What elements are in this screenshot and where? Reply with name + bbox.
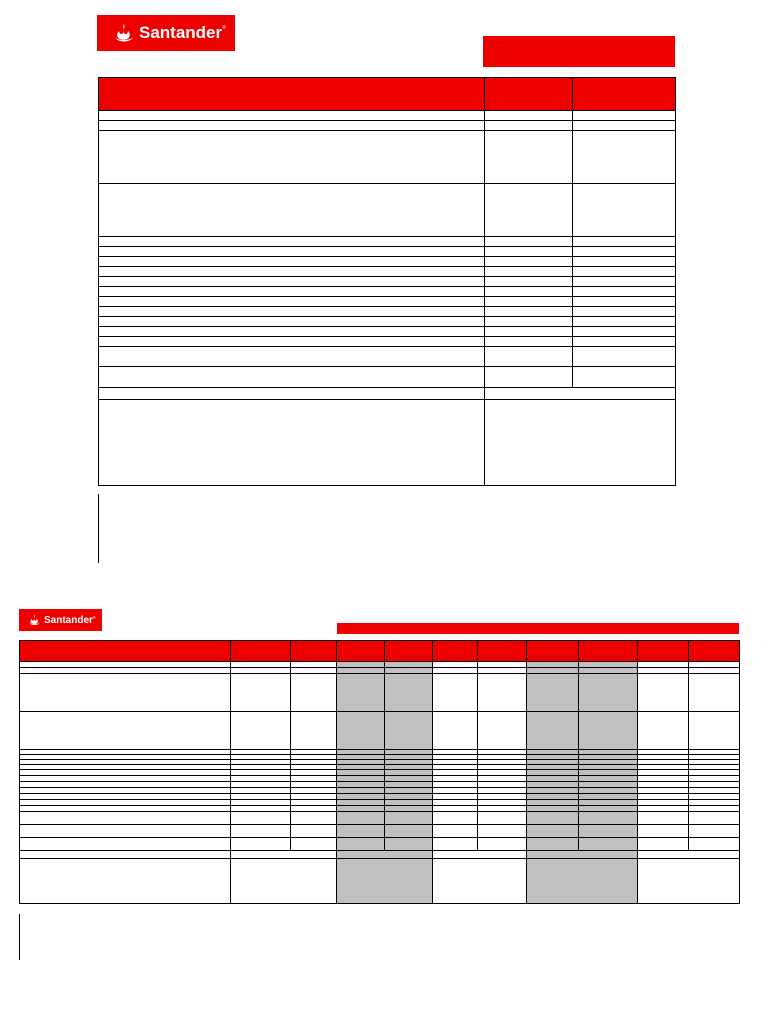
header-cell xyxy=(478,641,527,662)
table-header-row xyxy=(20,641,740,662)
header-cell xyxy=(337,641,385,662)
page2-left-rule xyxy=(19,914,20,960)
table-row xyxy=(20,712,740,750)
table-row xyxy=(99,367,676,388)
header-cell xyxy=(99,78,485,111)
header-cell xyxy=(579,641,638,662)
table-row xyxy=(99,388,676,400)
table-row xyxy=(99,121,676,131)
table-header-row xyxy=(99,78,676,111)
title-bar xyxy=(483,36,675,67)
table-row xyxy=(99,247,676,257)
table-row xyxy=(20,825,740,838)
table-row xyxy=(99,277,676,287)
table-row xyxy=(20,838,740,851)
header-cell xyxy=(527,641,579,662)
title-bar-wide xyxy=(337,623,739,634)
fee-table xyxy=(98,77,676,486)
santander-logo xyxy=(97,15,235,51)
header-cell xyxy=(433,641,478,662)
header-cell xyxy=(231,641,291,662)
brand-wordmark-small: Santander xyxy=(44,614,93,626)
table-row xyxy=(99,297,676,307)
table-row xyxy=(99,267,676,277)
table-row xyxy=(99,131,676,184)
santander-logo-small xyxy=(19,609,102,631)
header-cell xyxy=(485,78,573,111)
header-cell xyxy=(689,641,740,662)
table-row xyxy=(20,859,740,904)
table-row xyxy=(99,337,676,347)
table-row xyxy=(99,184,676,237)
trademark-mark-small: ® xyxy=(92,614,96,620)
comparison-table xyxy=(19,640,740,904)
trademark-mark: ® xyxy=(222,25,226,31)
table-row xyxy=(99,347,676,367)
table-row xyxy=(99,307,676,317)
header-cell xyxy=(291,641,337,662)
table-row xyxy=(20,851,740,859)
header-cell xyxy=(573,78,676,111)
santander-flame-icon xyxy=(113,23,135,43)
brand-wordmark: Santander xyxy=(139,23,223,42)
table-row xyxy=(99,327,676,337)
page1-left-rule xyxy=(98,494,99,563)
header-cell xyxy=(638,641,689,662)
table-row xyxy=(20,812,740,825)
table-row xyxy=(20,674,740,712)
table-row xyxy=(99,257,676,267)
table-row xyxy=(99,317,676,327)
table-row xyxy=(99,287,676,297)
table-row xyxy=(99,237,676,247)
table-row xyxy=(99,400,676,486)
header-cell xyxy=(20,641,231,662)
santander-flame-icon xyxy=(28,614,41,626)
table-row xyxy=(99,111,676,121)
header-cell xyxy=(385,641,433,662)
